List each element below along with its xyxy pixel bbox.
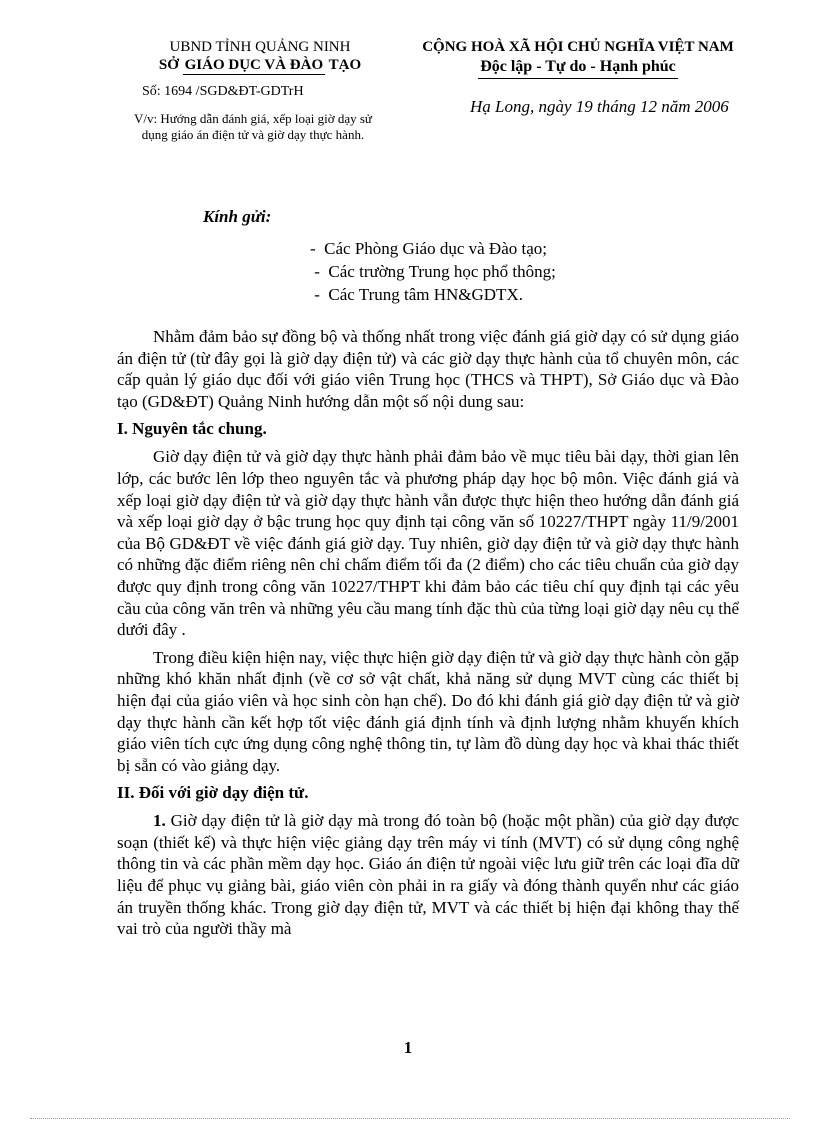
national-motto-block — [398, 38, 758, 79]
section-1-paragraph-1: Giờ dạy điện tử và giờ dạy thực hành phải đảm bảo về mục tiêu bài dạy, thời gian lên lớp, các bước lên lớp theo nguyên tắc và phương pháp dạy học bộ môn. Việc đánh giá và xếp loại giờ dạy điện tử và giờ dạy thực hành vẫn được thực hiện theo hướng dẫn đánh giá và xếp loại giờ dạy ở bậc trung học quy định tại công văn số 10227/THPT ngày 11/9/2001 của Bộ GD&ĐT về việc đánh giá giờ dạy. Tuy nhiên, giờ dạy điện tử và giờ dạy thực hành có những đặc điểm riêng nên chỉ chấm điểm tối đa (2 điểm) cho các tiêu chuẩn của giờ dạy được quy định trong công văn 10227/THPT khi đảm bảo các tiêu chí quy định tại các yêu cầu của công văn trên và những yêu cầu mang tính đặc thù của từng loại giờ dạy nêu cụ thể dưới đây . — [117, 447, 739, 640]
salutation: Kính gửi: — [203, 207, 272, 226]
document-subject: V/v: Hướng dẫn đánh giá, xếp loại giờ dạy sử dụng giáo án điện tử và giờ dạy thực hành. — [134, 111, 372, 142]
section-1-paragraph-2: Trong điều kiện hiện nay, việc thực hiện giờ dạy điện tử và giờ dạy thực hành còn gặp những khó khăn nhất định (về cơ sở vật chất, khả năng sử dụng MVT cùng các thiết bị hiện đại của giáo viên và học sinh còn hạn chế). Do đó khi đánh giá giờ dạy điện tử và giờ dạy thực hành cần kết hợp tốt việc đánh giá định tính và định lượng nhằm khuyến khích giáo viên tích cực ứng dụng công nghệ thông tin, tự làm đồ dùng dạy học và khai thác thiết bị sẵn có vào giảng dạy. — [117, 647, 739, 775]
intro-paragraph: Nhằm đảm bảo sự đồng bộ và thống nhất trong việc đánh giá giờ dạy có sử dụng giáo án điện tử (từ đây gọi là giờ dạy điện tử) và các giờ dạy thực hành của tổ chuyên môn, các cấp quản lý giáo dục đối với giáo viên Trung học (THCS và THPT), Sở Giáo dục và Đào tạo (GD&ĐT) Quảng Ninh hướng dẫn một số nội dung sau: — [117, 327, 739, 411]
item-number: 1. — [153, 811, 166, 831]
section-2-item-1 — [117, 810, 739, 940]
issuer-department — [120, 56, 400, 75]
section-2-title: II. Đối với giờ dạy điện tử. — [117, 783, 309, 803]
issuer-dept-underlined: GIÁO DỤC VÀ ĐÀO — [184, 57, 324, 73]
page-number: 1 — [403, 1038, 413, 1057]
national-motto-text: Độc lập - Tự do - Hạnh phúc — [478, 56, 678, 79]
recipient-item: - Các Trung tâm HN&GDTX. — [310, 285, 523, 304]
document-date: Hạ Long, ngày 19 tháng 12 năm 2006 — [470, 97, 729, 116]
page-bottom-divider — [30, 1118, 790, 1119]
recipient-item: - Các trường Trung học phổ thông; — [310, 262, 556, 281]
document-number: Số: 1694 /SGD&ĐT-GDTrH — [142, 84, 304, 99]
recipient-item: - Các Phòng Giáo dục và Đào tạo; — [310, 239, 547, 258]
issuer-dept-suffix: TẠO — [325, 57, 362, 73]
recipient-list — [310, 237, 556, 306]
issuer-block — [120, 38, 400, 75]
issuer-dept-prefix: SỞ — [158, 57, 183, 73]
item-text: Giờ dạy điện tử là giờ dạy mà trong đó toàn bộ (hoặc một phần) của giờ dạy được soạn (thiết kế) và thực hiện việc giảng dạy trên máy vi tính (MVT) có sử dụng công nghệ thông tin và các phần mềm dạy học. Giáo án điện tử ngoài việc lưu giữ trên các loại đĩa dữ liệu để phục vụ giảng bài, giáo viên còn phải in ra giấy và đóng thành quyển như các giáo án truyền thống khác. Trong giờ dạy điện tử, MVT và các thiết bị hiện đại không thay thế vai trò của người thầy mà — [117, 811, 739, 939]
country-name: CỘNG HOÀ XÃ HỘI CHỦ NGHĨA VIỆT NAM — [422, 39, 734, 55]
document-body — [117, 326, 739, 946]
section-1-title: I. Nguyên tắc chung. — [117, 419, 267, 439]
national-motto — [398, 56, 758, 79]
issuer-province: UBND TỈNH QUẢNG NINH — [169, 39, 351, 55]
